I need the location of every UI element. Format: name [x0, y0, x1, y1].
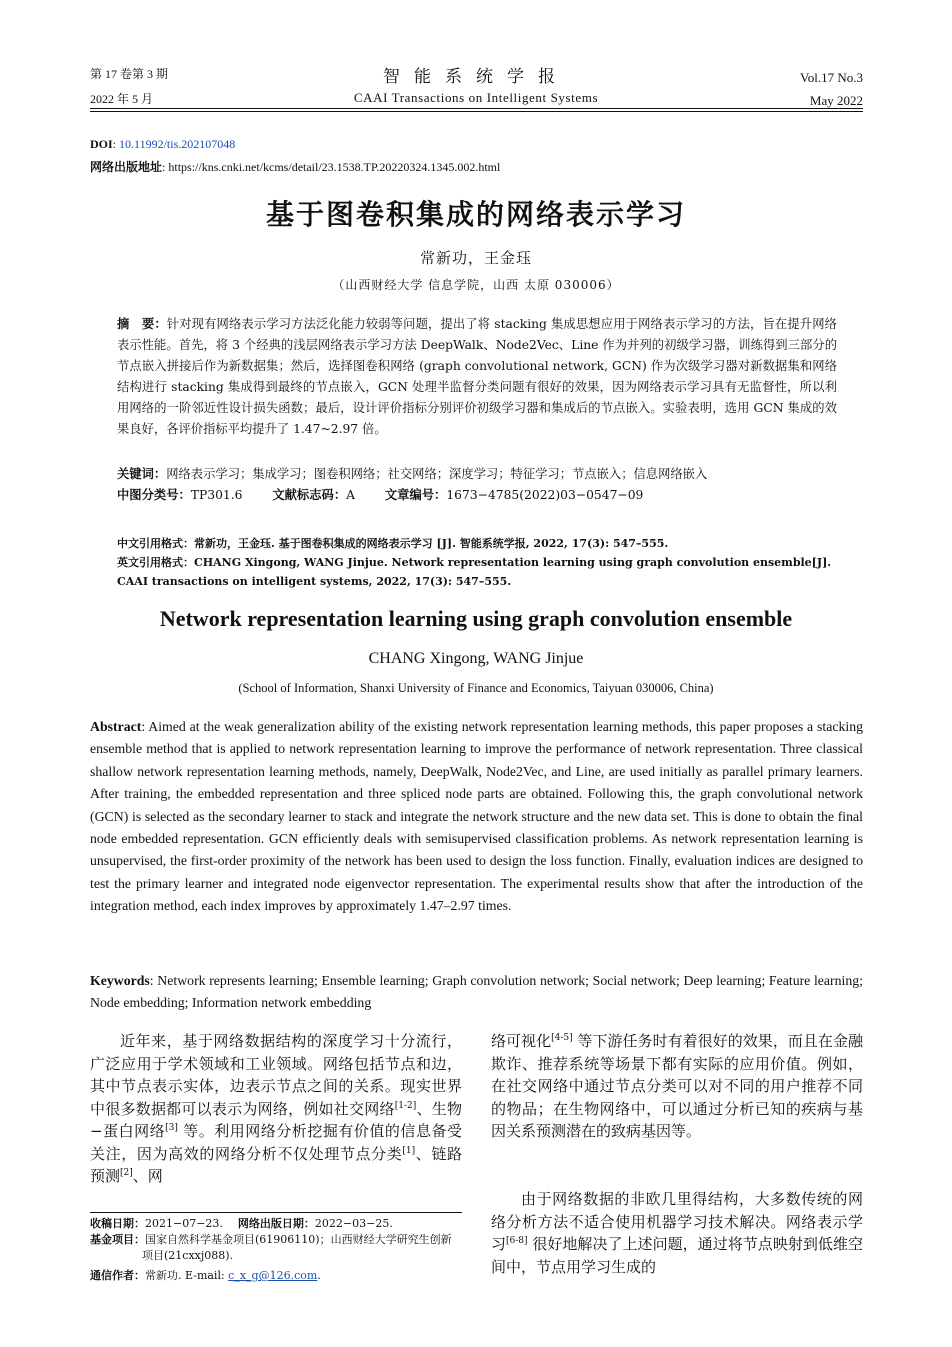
url-link[interactable]: https://kns.cnki.net/kcms/detail/23.1538.TP.20220324.1345.002.html — [168, 160, 501, 174]
clc-label: 中图分类号： — [117, 488, 191, 502]
reference-marker[interactable]: [3] — [165, 1123, 178, 1133]
online-label: 网络出版日期： — [237, 1217, 315, 1230]
reference-marker[interactable]: [2] — [120, 1168, 133, 1178]
keywords-cn-text: 网络表示学习；集成学习；图卷积网络；社交网络；深度学习；特征学习；节点嵌入；信息网络嵌入 — [166, 467, 708, 481]
received-date: 2021−07−23. — [145, 1217, 223, 1230]
body-text: 由于网络数据的非欧几里得结构，大多数传统的网络分析方法不适合使用机器学习技术解决。网络表示学习 — [491, 1190, 863, 1253]
abstract-en — [90, 716, 863, 918]
doi-line: DOI: 10.11992/tis.202107048 — [90, 137, 236, 151]
keywords-en — [90, 970, 863, 1015]
body-text: 、网 — [132, 1167, 163, 1185]
citation-en: 英文引用格式：CHANG Xingong, WANG Jinjue. Network representation learning using graph convolution ensemble[J]. CAAI transactions on intelligent systems, 2022, 17(3): 547–555. — [117, 556, 832, 588]
abstract-cn-text: 针对现有网络表示学习方法泛化能力较弱等问题，提出了将 stacking 集成思想应用于网络表示学习的方法，旨在提升网络表示性能。首先，将 3 个经典的浅层网络表示学习方法 DeepWalk、Node2Vec、Line 作为并列的初级学习器，训练得到三部分的节点嵌入拼接后作为新数据集；然后，选择图卷积网络 (graph convolutional network, GCN) 作为次级学习器对新数据集和网络结构进行 stacking 集成得到最终的节点嵌入，GCN 处理半监督分类问题有很好的效果，因为网络表示学习具有无监督性，所以利用网络的一阶邻近性设计损失函数；最后，设计评价指标分别评价初级学习器和集成后的节点嵌入。实验表明，选用 GCN 集成的效果良好，各评价指标平均提升了 1.47~2.97 倍。 — [117, 317, 837, 436]
body-text: 等下游任务时有着很好的效果，而且在金融欺诈、推荐系统等场景下都有实际的应用价值。例如，在社交网络中通过节点分类可以对不同的用户推荐不同的物品；在生物网络中，可以通过分析已知的疾病与基因关系预测潜在的致病基因等。 — [491, 1032, 863, 1140]
affiliation-en: (School of Information, Shanxi University of Finance and Economics, Taiyuan 030006, China) — [238, 681, 714, 695]
doc-code-value: A — [346, 488, 356, 502]
abstract-en-label: Abstract — [90, 719, 142, 734]
fund-text: 国家自然科学基金项目(61906110)；山西财经大学研究生创新项目(21cxxj088). — [142, 1233, 452, 1262]
keywords-en-label: Keywords — [90, 973, 150, 988]
abstract-cn — [117, 314, 837, 440]
header-rule-top — [90, 108, 863, 109]
body-text: 近年来，基于网络数据结构的深度学习十分流行，广泛应用于学术领域和工业领域。网络包括节点和边，其中节点表示实体，边表示节点之间的关系。现实世界中很多数据都可以表示为网络，例如社交网络 — [90, 1032, 462, 1118]
body-text: 、链路预测 — [90, 1144, 462, 1185]
body-text: 等。利用网络分析挖掘有价值的信息备受关注，因为高效的网络分析不仅处理节点分类 — [90, 1122, 462, 1163]
footnote-dates — [90, 1216, 462, 1232]
abstract-en-text: : Aimed at the weak generalization ability of the existing network representation learning methods, this paper proposes a stacking ensemble method that is applied to network representation learning to improve the performance of network representation. Three classical shallow network representation learning methods, namely, DeepWalk, Node2Vec, and Line, are used initially as parallel primary learners. After training, the embedded representation and three spliced node parts are obtained. Following this, the graph convolutional network (GCN) is selected as the secondary learner to stack and integrate the network structure and the new data set. This is done to obtain the final node embedded representation. GCN efficiently deals with semisupervised classification problems. As network representation learning is unsupervised, the first-order proximity of the network has been used to design the loss function. Finally, evaluation indices are designed to test the primary learner and integrated node eigenvector representation. The experimental results show that after the introduction of the integration method, each index improves by approximately 1.47–2.97 times. — [90, 719, 863, 914]
clc-value: TP301.6 — [190, 488, 243, 502]
authors-cn: 常新功，王金珏 — [419, 249, 532, 267]
reference-marker[interactable]: [6-8] — [506, 1236, 528, 1246]
citation-cn: 中文引用格式：常新功，王金珏. 基于图卷积集成的网络表示学习 [J]. 智能系统学报, 2022, 17(3): 547–555. — [117, 537, 669, 550]
reference-marker[interactable]: [1-2] — [394, 1100, 417, 1111]
footnote-fund — [90, 1232, 462, 1264]
keywords-en-text: : Network represents learning; Ensemble learning; Graph convolution network; Social network; Deep learning; Feature learning; Node embedding; Information network embedding — [90, 973, 863, 1011]
volume-issue-en: Vol.17 No.3 — [800, 70, 863, 85]
url-line: 网络出版地址: https://kns.cnki.net/kcms/detail/23.1538.TP.20220324.1345.002.html — [90, 160, 501, 174]
corr-text: 常新功. E-mail: — [145, 1269, 229, 1282]
date-en: May 2022 — [809, 93, 863, 108]
body-text: 络可视化 — [491, 1032, 552, 1050]
article-no-label: 文章编号： — [384, 488, 447, 502]
date-cn: 2022 年 5 月 — [90, 92, 154, 106]
fund-label: 基金项目： — [90, 1233, 145, 1246]
doc-code-label: 文献标志码： — [272, 488, 347, 502]
corr-end: . — [317, 1269, 321, 1282]
doi-link[interactable]: 10.11992/tis.202107048 — [119, 137, 236, 151]
body-left-paragraph — [90, 1030, 462, 1188]
header-rule-bottom — [90, 111, 863, 112]
keywords-cn-label: 关键词： — [117, 467, 167, 481]
title-en: Network representation learning using graph convolution ensemble — [159, 606, 793, 631]
email-link[interactable]: c_x_g@126.com — [228, 1269, 318, 1282]
received-label: 收稿日期： — [90, 1217, 145, 1230]
authors-en: CHANG Xingong, WANG Jinjue — [368, 650, 584, 667]
reference-marker[interactable]: [1] — [402, 1145, 416, 1156]
journal-name-cn: 智能系统学报 — [383, 67, 569, 87]
body-text: 、生物−蛋白网络 — [90, 1099, 462, 1140]
footnote-rule — [90, 1212, 462, 1213]
body-text: 很好地解决了上述问题，通过将节点映射到低维空间中，节点用学习生成的 — [491, 1235, 863, 1276]
doi-label: DOI — [90, 137, 113, 151]
volume-issue-cn: 第 17 卷第 3 期 — [90, 67, 169, 81]
article-no-value: 1673−4785(2022)03−0547−09 — [446, 488, 644, 502]
online-date: 2022−03−25. — [314, 1217, 393, 1230]
classification-line — [117, 485, 837, 506]
keywords-cn — [117, 464, 837, 485]
title-cn: 基于图卷积集成的网络表示学习 — [265, 198, 686, 231]
body-right-paragraph-1 — [491, 1030, 863, 1143]
body-right-paragraph-2 — [491, 1188, 863, 1278]
journal-name-en: CAAI Transactions on Intelligent Systems — [353, 90, 599, 105]
corr-label: 通信作者： — [90, 1269, 145, 1282]
url-label: 网络出版地址 — [90, 160, 163, 174]
abstract-cn-label: 摘 要： — [117, 317, 167, 331]
reference-marker[interactable]: [4-5] — [551, 1033, 573, 1043]
affiliation-cn: （山西财经大学 信息学院，山西 太原 030006） — [332, 278, 620, 292]
footnote-corresponding — [90, 1268, 462, 1284]
